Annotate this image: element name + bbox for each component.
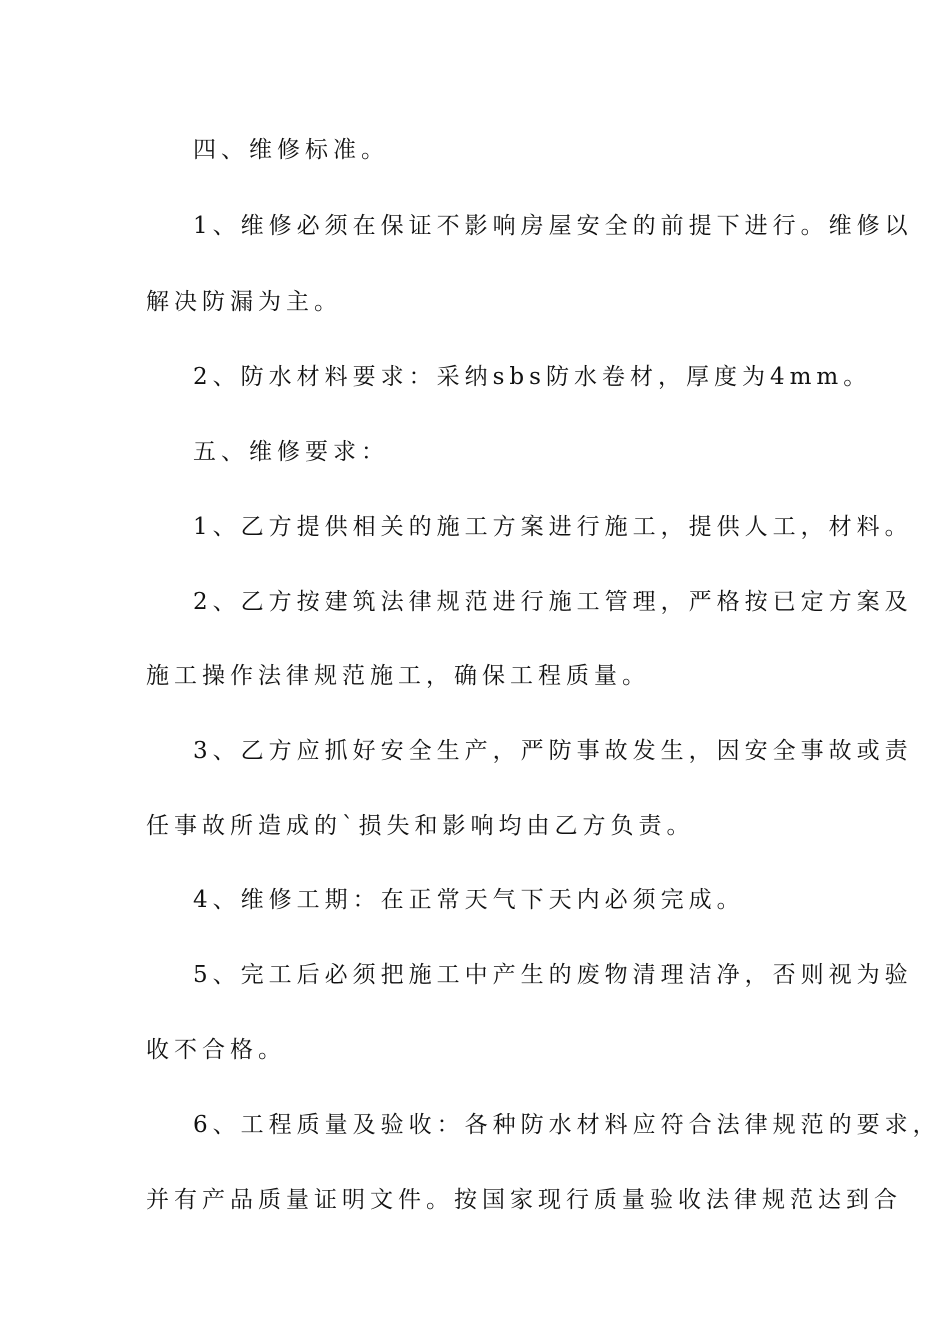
paragraph-line: 6、工程质量及验收：各种防水材料应符合法律规范的要求， [193,1112,941,1138]
paragraph-line: 施工操作法律规范施工，确保工程质量。 [146,663,650,689]
paragraph-line: 解决防漏为主。 [146,289,342,315]
section-heading-maintenance-requirements: 五、维修要求： [193,439,389,465]
paragraph-line: 3、乙方应抓好安全生产，严防事故发生，因安全事故或责 [193,738,913,764]
paragraph-line: 并有产品质量证明文件。按国家现行质量验收法律规范达到合 [146,1187,902,1213]
paragraph-line: 1、乙方提供相关的施工方案进行施工，提供人工，材料。 [193,514,913,540]
paragraph-line: 5、完工后必须把施工中产生的废物清理洁净，否则视为验 [193,962,913,988]
section-heading-maintenance-standards: 四、维修标准。 [193,137,389,163]
paragraph-line: 1、维修必须在保证不影响房屋安全的前提下进行。维修以 [193,213,913,239]
paragraph-line: 2、乙方按建筑法律规范进行施工管理，严格按已定方案及 [193,589,913,615]
paragraph-line: 收不合格。 [146,1037,286,1063]
paragraph-line: 任事故所造成的`损失和影响均由乙方负责。 [146,813,695,839]
paragraph-line: 4、维修工期：在正常天气下天内必须完成。 [193,887,745,913]
paragraph-line: 2、防水材料要求：采纳sbs防水卷材，厚度为4mm。 [193,364,872,390]
